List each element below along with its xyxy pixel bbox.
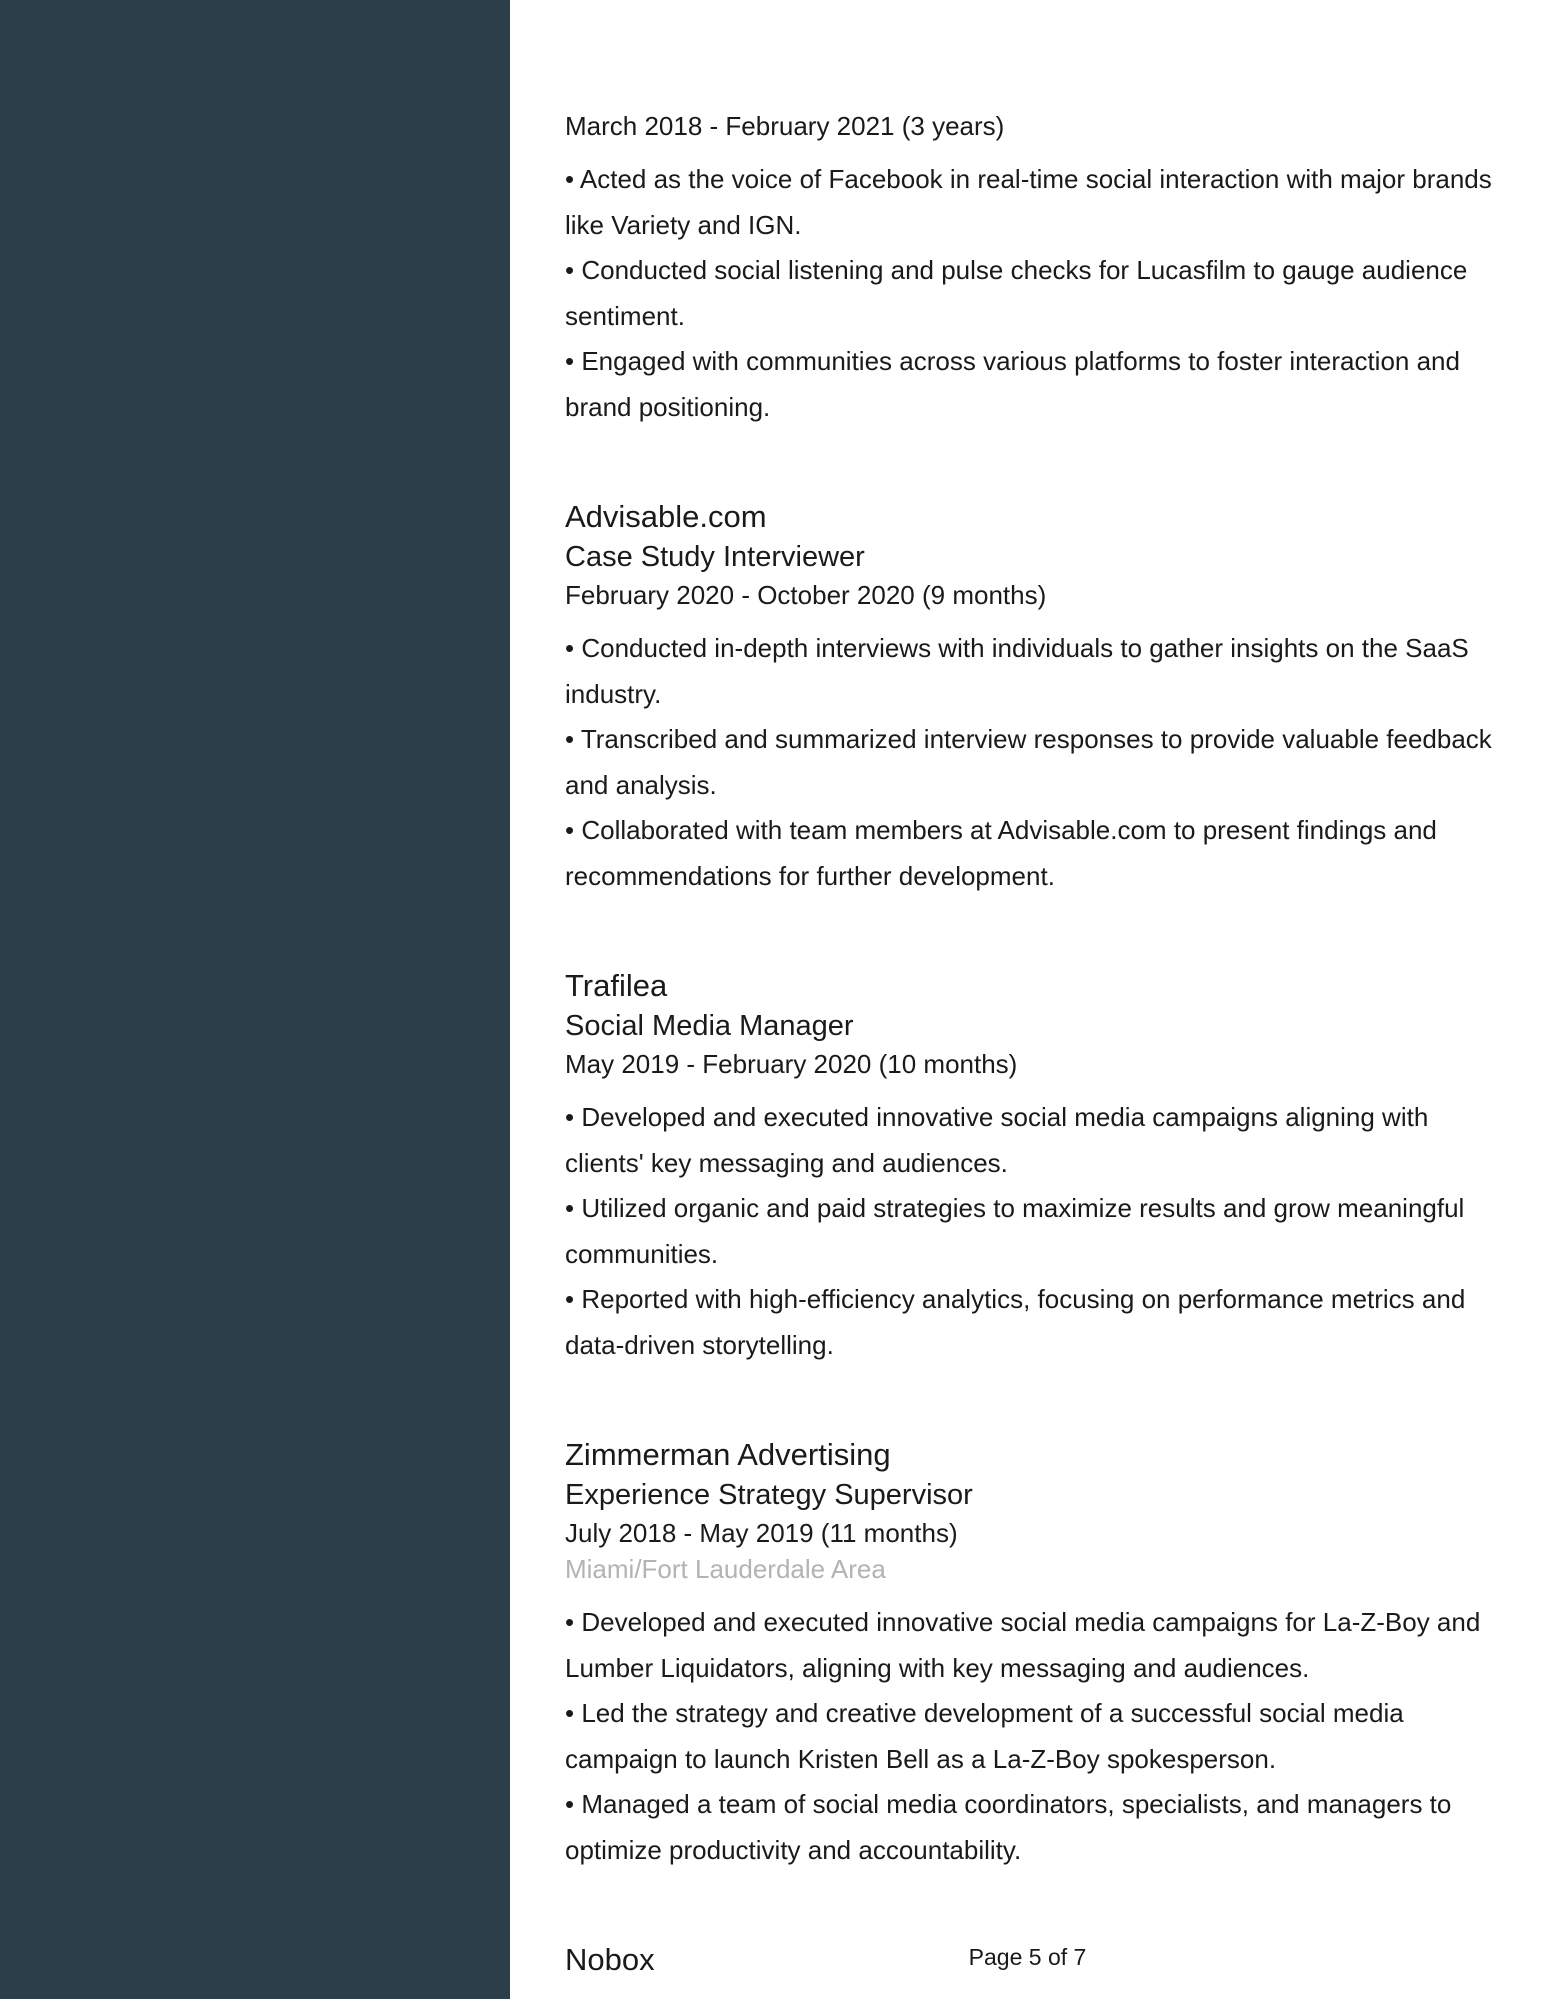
job-title: Social Media Manager bbox=[565, 1010, 854, 1042]
sidebar-panel bbox=[0, 0, 510, 1999]
job-bullet: • Acted as the voice of Facebook in real-time social interaction with major brands like Variety and IGN. bbox=[565, 164, 1492, 240]
experience-section bbox=[565, 108, 1505, 1980]
job-bullet: • Engaged with communities across various platforms to foster interaction and brand positioning. bbox=[565, 346, 1460, 422]
job-title: Case Study Interviewer bbox=[565, 541, 865, 573]
job-bullet: • Developed and executed innovative social media campaigns for La-Z-Boy and Lumber Liquidators, aligning with key messaging and audiences. bbox=[565, 1607, 1481, 1683]
job-company: Zimmerman Advertising bbox=[565, 1437, 891, 1472]
job-bullet: • Conducted in-depth interviews with individuals to gather insights on the SaaS industry. bbox=[565, 633, 1469, 709]
job-location: Miami/Fort Lauderdale Area bbox=[565, 1554, 886, 1584]
job-dates: February 2020 - October 2020 (9 months) bbox=[565, 580, 1047, 610]
job-company: Nobox bbox=[565, 1942, 655, 1977]
page-number: Page 5 of 7 bbox=[968, 1944, 1087, 1970]
job-company: Advisable.com bbox=[565, 499, 767, 534]
job-entry-zimmerman bbox=[565, 1435, 1505, 1873]
job-dates: May 2019 - February 2020 (10 months) bbox=[565, 1049, 1018, 1079]
job-bullet: • Conducted social listening and pulse checks for Lucasfilm to gauge audience sentiment. bbox=[565, 255, 1468, 331]
job-bullets bbox=[565, 626, 1505, 899]
job-company: Trafilea bbox=[565, 968, 668, 1003]
job-bullets bbox=[565, 157, 1505, 430]
job-title: Experience Strategy Supervisor bbox=[565, 1479, 973, 1511]
job-entry-trafilea bbox=[565, 966, 1505, 1368]
job-entry-previous bbox=[565, 108, 1505, 430]
job-bullet: • Reported with high-efficiency analytics, focusing on performance metrics and data-driven storytelling. bbox=[565, 1284, 1466, 1360]
job-entry-advisable bbox=[565, 497, 1505, 899]
job-dates: March 2018 - February 2021 (3 years) bbox=[565, 111, 1005, 141]
job-bullets bbox=[565, 1600, 1505, 1873]
job-bullet: • Led the strategy and creative development of a successful social media campaign to launch Kristen Bell as a La-Z-Boy spokesperson. bbox=[565, 1698, 1404, 1774]
job-dates: July 2018 - May 2019 (11 months) bbox=[565, 1518, 958, 1548]
job-bullet: • Transcribed and summarized interview responses to provide valuable feedback and analysis. bbox=[565, 724, 1492, 800]
job-bullet: • Managed a team of social media coordinators, specialists, and managers to optimize productivity and accountability. bbox=[565, 1789, 1452, 1865]
job-bullet: • Developed and executed innovative social media campaigns aligning with clients' key messaging and audiences. bbox=[565, 1102, 1429, 1178]
job-bullets bbox=[565, 1095, 1505, 1368]
job-bullet: • Utilized organic and paid strategies to maximize results and grow meaningful communities. bbox=[565, 1193, 1465, 1269]
job-bullet: • Collaborated with team members at Advisable.com to present findings and recommendations for further development. bbox=[565, 815, 1437, 891]
